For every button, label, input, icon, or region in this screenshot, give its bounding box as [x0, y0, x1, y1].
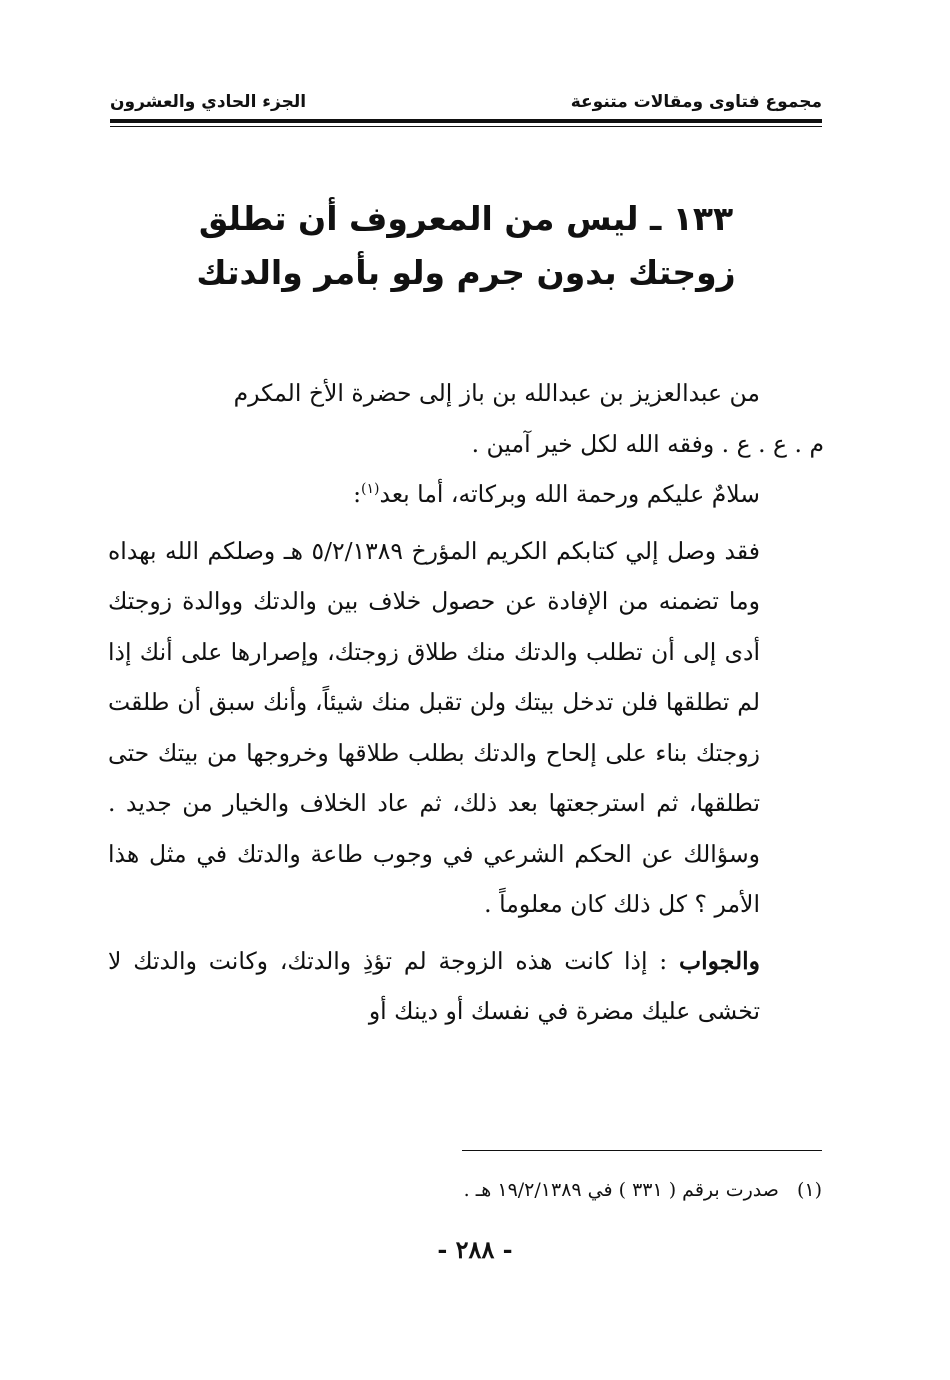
greeting-paragraph: [108, 469, 824, 520]
answer-label: والجواب: [679, 946, 760, 975]
footnote-reference: (١): [361, 481, 380, 498]
footnote-text: صدرت برقم ( ٣٣١ ) في ١٩/٢/١٣٨٩ هـ .: [463, 1179, 779, 1201]
salutation-line-1: من عبدالعزيز بن عبدالله بن باز إلى حضرة الأخ المكرم: [233, 379, 760, 407]
footnote-rule: [462, 1150, 822, 1151]
header-volume: الجزء الحادي والعشرون: [110, 92, 307, 112]
article-body: [108, 368, 824, 1037]
greeting-text: سلامٌ عليكم ورحمة الله وبركاته، أما بعد: [379, 480, 760, 508]
header-book-title: مجموع فتاوى ومقالات متنوعة: [570, 92, 822, 112]
greeting-colon: :: [353, 480, 362, 508]
page-number: - ٢٨٨ -: [437, 1235, 513, 1264]
header-rule-thin: [110, 126, 822, 127]
answer-text: : إذا كانت هذه الزوجة لم تؤذِ والدتك، وكانت والدتك لا تخشى عليك مضرة في نفسك أو دينك أو: [108, 946, 760, 1025]
footnote-marker: (١): [796, 1179, 822, 1201]
title-line-2: زوجتك بدون جرم ولو بأمر والدتك: [196, 253, 736, 292]
footnote: [300, 1176, 822, 1204]
salutation-line-2: م . ع . ع . وفقه الله لكل خير آمين .: [471, 429, 824, 458]
article-title: [110, 192, 822, 300]
running-header: [110, 86, 822, 112]
answer-paragraph: [108, 936, 824, 1037]
header-rule-thick: [110, 119, 822, 123]
question-paragraph: فقد وصل إلي كتابكم الكريم المؤرخ ٥/٢/١٣٨٩ هـ وصلكم الله بهداه وما تضمنه من الإفادة عن حصول خلاف بين والدتك ووالدة زوجتك أدى إلى أن تطلب والدتك منك طلاق زوجتك، وإصرارها على أنك إذا لم تطلقها فلن تدخل بيتك ولن تقبل منك شيئاً، وأنك سبق أن طلقت زوجتك بناء على إلحاح والدتك بطلب طلاقها وخروجها من بيتك حتى تطلقها، ثم استرجعتها بعد ذلك، ثم عاد الخلاف والخيار من جديد . وسؤالك عن الحكم الشرعي في وجوب طاعة والدتك في مثل هذا الأمر ؟ كل ذلك كان معلوماً .: [108, 536, 760, 918]
title-line-1: ١٣٣ ـ ليس من المعروف أن تطلق: [198, 199, 734, 238]
